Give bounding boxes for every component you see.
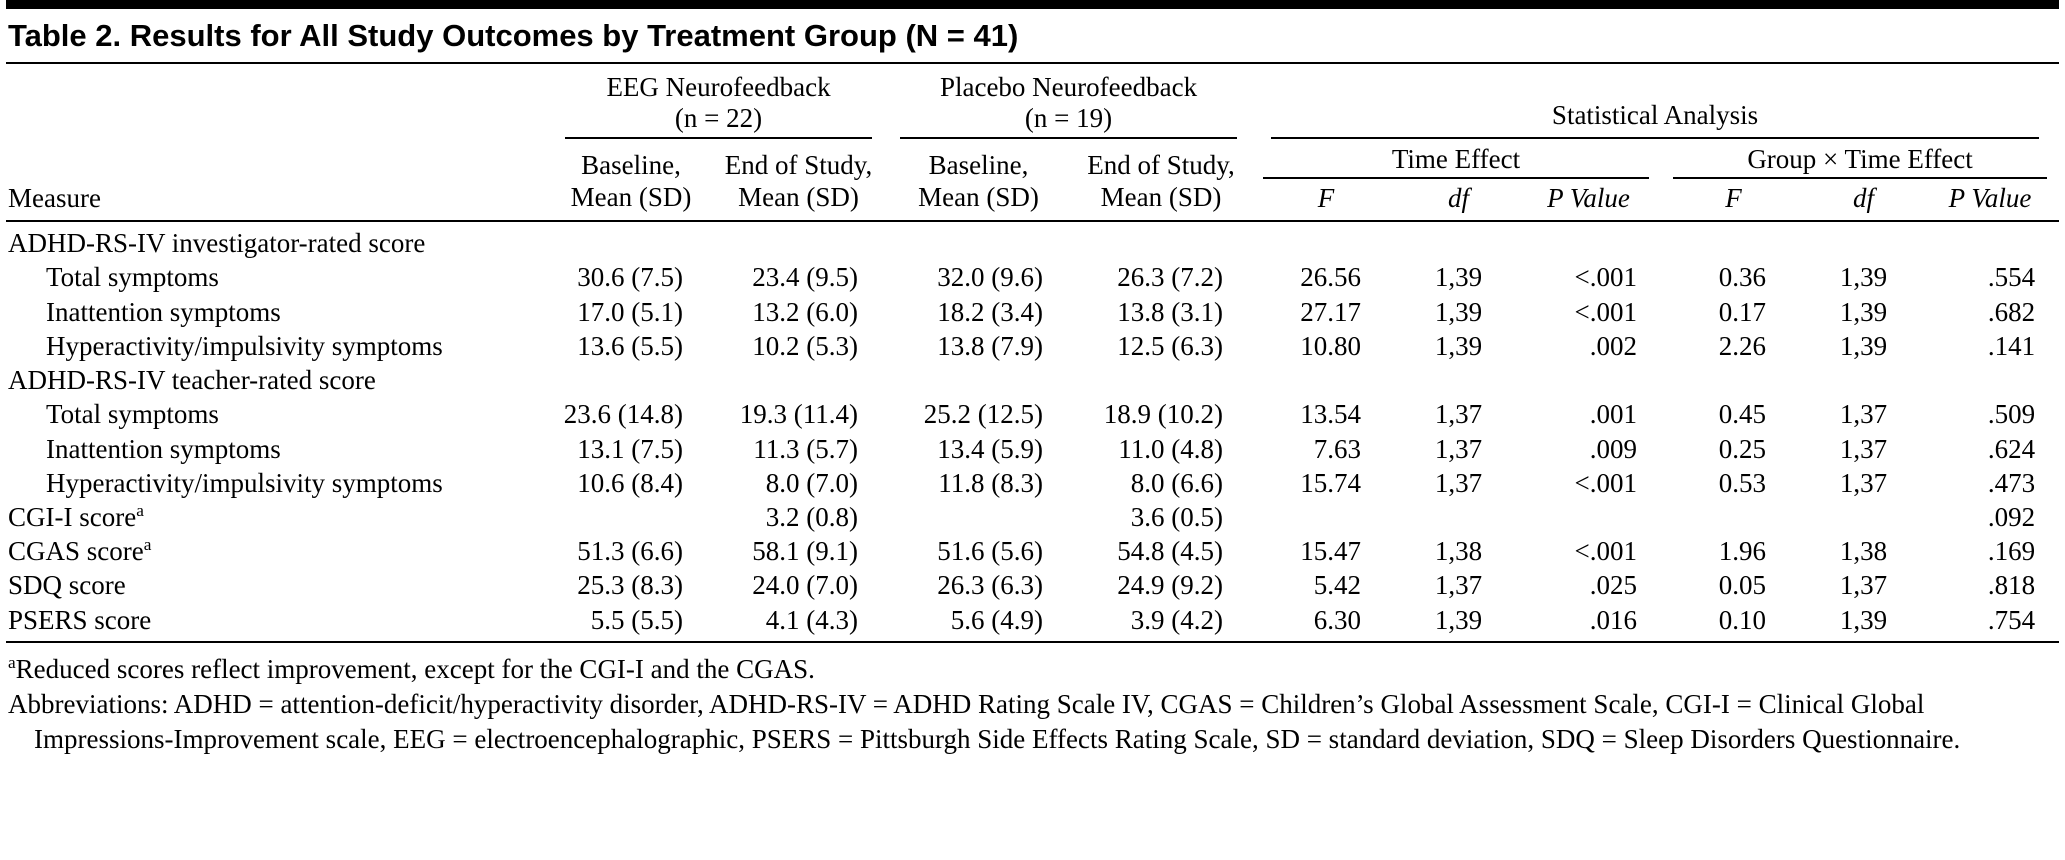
value-cell: 0.45 (1718, 399, 1767, 430)
column-header-df-time: df (1401, 179, 1516, 221)
value-cell: .818 (1987, 570, 2036, 601)
value-cell: 1,37 (1434, 570, 1483, 601)
value-cell: 0.25 (1718, 433, 1767, 464)
value-cell: 8.0 (6.6) (1130, 467, 1224, 498)
measure-cell: Total symptoms (46, 399, 219, 430)
value-cell: 10.80 (1300, 330, 1362, 361)
results-table (6, 66, 2059, 643)
value-cell: 0.53 (1718, 467, 1767, 498)
value-cell: 30.6 (7.5) (577, 262, 683, 293)
measure-cell: Inattention symptoms (46, 433, 281, 464)
end-header-line1: End of Study, (724, 150, 873, 181)
value-cell: <.001 (1574, 296, 1638, 327)
value-cell: 1,39 (1806, 603, 1921, 642)
value-cell: 1.96 (1718, 536, 1767, 567)
end-header-line2: Mean (SD) (1100, 182, 1222, 213)
column-header-f-time: F (1251, 179, 1401, 221)
group-time-effect-label: Group × Time Effect (1747, 144, 1973, 175)
value-cell: 18.2 (3.4) (937, 296, 1044, 327)
effect-header-underline (1263, 144, 1649, 179)
value-cell: 13.6 (5.5) (577, 330, 683, 361)
data-row (6, 466, 2059, 500)
value-cell: 1,39 (1839, 262, 1888, 293)
column-header-baseline-eeg (551, 139, 711, 221)
table-header (6, 66, 2059, 221)
value-cell (1401, 500, 1516, 534)
time-effect-label: Time Effect (1391, 144, 1521, 175)
value-cell (711, 221, 886, 260)
value-cell: .009 (1589, 433, 1638, 464)
value-cell (1921, 221, 2059, 260)
value-cell (1661, 221, 1806, 260)
value-cell: 1,37 (1839, 467, 1888, 498)
footnote-marker: a (143, 535, 152, 555)
value-cell: 11.8 (8.3) (938, 467, 1044, 498)
value-cell (1516, 221, 1661, 260)
value-cell: 7.63 (1313, 433, 1362, 464)
group-n-eeg: (n = 22) (674, 103, 763, 134)
value-cell (551, 221, 711, 260)
value-cell: 19.3 (11.4) (739, 399, 859, 430)
column-header-end-of-study-eeg (711, 139, 886, 221)
value-cell: 1,39 (1434, 296, 1483, 327)
group-header-underline (565, 72, 872, 139)
column-group-placebo-neurofeedback (886, 66, 1251, 139)
section-row (6, 363, 2059, 397)
value-cell: 54.8 (4.5) (1117, 536, 1224, 567)
value-cell (886, 221, 1071, 260)
footnotes (6, 643, 2059, 757)
value-cell: .682 (1987, 296, 2036, 327)
value-cell: 1,39 (1839, 330, 1888, 361)
value-cell: 8.0 (7.0) (765, 467, 859, 498)
data-row (6, 568, 2059, 602)
value-cell: .092 (1987, 502, 2036, 533)
group-n-placebo: (n = 19) (1024, 103, 1113, 134)
value-cell: .473 (1987, 467, 2036, 498)
value-cell: .001 (1589, 399, 1638, 430)
value-cell (1921, 363, 2059, 397)
top-rule (6, 0, 2059, 9)
measure-cell: PSERS score (6, 603, 551, 642)
value-cell: 26.3 (6.3) (937, 570, 1044, 601)
value-cell: 24.0 (7.0) (752, 570, 859, 601)
column-group-time-effect (1251, 139, 1661, 179)
measure-cell: ADHD-RS-IV investigator-rated score (8, 228, 426, 259)
value-cell (1071, 363, 1251, 397)
value-cell: 26.56 (1300, 262, 1362, 293)
value-cell: 13.2 (6.0) (752, 296, 859, 327)
value-cell: 51.6 (5.6) (937, 536, 1044, 567)
value-cell (1806, 221, 1921, 260)
value-cell: 27.17 (1300, 296, 1362, 327)
value-cell: 32.0 (9.6) (937, 262, 1044, 293)
value-cell (1251, 500, 1401, 534)
value-cell: 58.1 (9.1) (752, 536, 859, 567)
baseline-header-line1: Baseline, (581, 150, 681, 181)
measure-cell: CGAS score$^a$ (8, 535, 152, 567)
value-cell: 3.2 (0.8) (765, 502, 859, 533)
value-cell: 12.5 (6.3) (1117, 330, 1224, 361)
column-header-end-of-study-placebo (1071, 139, 1251, 221)
value-cell: 1,37 (1839, 570, 1888, 601)
value-cell: 10.2 (5.3) (752, 330, 859, 361)
value-cell: 0.05 (1718, 570, 1767, 601)
value-cell: 0.17 (1718, 296, 1767, 327)
value-cell (551, 500, 711, 534)
data-row (6, 260, 2059, 294)
effect-header-underline (1673, 144, 2047, 179)
column-header-p-group-time: P Value (1921, 179, 2059, 221)
value-cell: 1,38 (1839, 536, 1888, 567)
data-row (6, 603, 2059, 642)
value-cell: .016 (1516, 603, 1661, 642)
value-cell (1661, 500, 1806, 534)
value-cell: 5.42 (1313, 570, 1362, 601)
value-cell: .141 (1987, 330, 2036, 361)
measure-cell: CGI-I score$^a$ (8, 501, 144, 533)
column-group-eeg-neurofeedback (551, 66, 886, 139)
value-cell: 0.36 (1718, 262, 1767, 293)
value-cell: 11.3 (5.7) (753, 433, 859, 464)
value-cell: .002 (1589, 330, 1638, 361)
column-group-statistical-analysis (1251, 66, 2059, 139)
measure-cell: Hyperactivity/impulsivity symptoms (46, 467, 443, 498)
value-cell: 1,37 (1434, 399, 1483, 430)
value-cell: 5.5 (5.5) (551, 603, 711, 642)
value-cell: 1,39 (1434, 262, 1483, 293)
value-cell (1806, 363, 1921, 397)
group-header-underline (1271, 100, 2039, 139)
value-cell (551, 363, 711, 397)
value-cell: 13.8 (7.9) (937, 330, 1044, 361)
data-row (6, 500, 2059, 534)
value-cell (886, 363, 1071, 397)
value-cell: .509 (1987, 399, 2036, 430)
value-cell: 3.6 (0.5) (1130, 502, 1224, 533)
value-cell: .025 (1589, 570, 1638, 601)
value-cell: 2.26 (1718, 330, 1767, 361)
footnote-a-marker: a (8, 652, 16, 672)
table-title: Table 2. Results for All Study Outcomes by Treatment Group (N = 41) (8, 18, 1019, 53)
value-cell: 4.1 (4.3) (711, 603, 886, 642)
data-row (6, 295, 2059, 329)
value-cell (1516, 363, 1661, 397)
value-cell: 1,39 (1401, 603, 1516, 642)
measure-cell: SDQ score (8, 570, 126, 601)
value-cell: 10.6 (8.4) (577, 467, 683, 498)
measure-cell: ADHD-RS-IV teacher-rated score (8, 365, 376, 396)
value-cell: 11.0 (4.8) (1118, 433, 1224, 464)
value-cell (886, 500, 1071, 534)
section-row (6, 221, 2059, 260)
value-cell: 13.8 (3.1) (1117, 296, 1224, 327)
group-label-eeg: EEG Neurofeedback (606, 72, 831, 102)
column-header-baseline-placebo (886, 139, 1071, 221)
value-cell: 17.0 (5.1) (577, 296, 683, 327)
data-row (6, 397, 2059, 431)
value-cell: .754 (1921, 603, 2059, 642)
column-header-p-time: P Value (1516, 179, 1661, 221)
measure-cell: Hyperactivity/impulsivity symptoms (46, 330, 443, 361)
footnote-marker: a (136, 501, 144, 521)
column-header-f-group-time: F (1661, 179, 1806, 221)
value-cell: 23.6 (14.8) (563, 399, 683, 430)
data-row (6, 432, 2059, 466)
value-cell: 5.6 (4.9) (886, 603, 1071, 642)
value-cell (1401, 363, 1516, 397)
value-cell: 26.3 (7.2) (1117, 262, 1224, 293)
value-cell: 0.10 (1661, 603, 1806, 642)
value-cell: 15.47 (1300, 536, 1362, 567)
value-cell: 23.4 (9.5) (752, 262, 859, 293)
value-cell: 1,39 (1839, 296, 1888, 327)
data-row (6, 534, 2059, 568)
value-cell (1071, 221, 1251, 260)
title-rule (6, 62, 2059, 64)
value-cell: 25.2 (12.5) (923, 399, 1044, 430)
value-cell: 24.9 (9.2) (1117, 570, 1224, 601)
measure-cell: Total symptoms (46, 262, 219, 293)
value-cell: 1,37 (1434, 433, 1483, 464)
group-header-underline (900, 72, 1237, 139)
value-cell (1661, 363, 1806, 397)
value-cell: 25.3 (8.3) (577, 570, 683, 601)
value-cell: <.001 (1574, 467, 1638, 498)
table-body (6, 221, 2059, 642)
data-row (6, 329, 2059, 363)
value-cell (1251, 221, 1401, 260)
value-cell: 13.4 (5.9) (937, 433, 1044, 464)
value-cell: 18.9 (10.2) (1103, 399, 1224, 430)
value-cell (1516, 500, 1661, 534)
value-cell: .554 (1987, 262, 2036, 293)
column-group-group-time-effect (1661, 139, 2059, 179)
value-cell: 51.3 (6.6) (577, 536, 683, 567)
value-cell (1806, 500, 1921, 534)
value-cell: 13.1 (7.5) (577, 433, 683, 464)
footnote-a-text: Reduced scores reflect improvement, except for the CGI-I and the CGAS. (15, 653, 815, 684)
value-cell: 3.9 (4.2) (1071, 603, 1251, 642)
end-header-line2: Mean (SD) (738, 182, 859, 213)
value-cell: .624 (1987, 433, 2036, 464)
group-label-placebo: Placebo Neurofeedback (939, 72, 1198, 102)
value-cell: 1,38 (1434, 536, 1483, 567)
group-label-statistical-analysis: Statistical Analysis (1551, 100, 1759, 131)
value-cell: 6.30 (1251, 603, 1401, 642)
value-cell: 13.54 (1300, 399, 1362, 430)
value-cell: 1,39 (1434, 330, 1483, 361)
value-cell: .169 (1987, 536, 2036, 567)
measure-cell: Inattention symptoms (46, 296, 281, 327)
value-cell: 1,37 (1434, 467, 1483, 498)
baseline-header-line2: Mean (SD) (570, 182, 692, 213)
value-cell (1251, 363, 1401, 397)
value-cell: <.001 (1574, 262, 1638, 293)
value-cell: <.001 (1574, 536, 1638, 567)
value-cell (711, 363, 886, 397)
group-header-row (6, 66, 2059, 139)
column-header-measure: Measure (6, 66, 551, 221)
column-header-df-group-time: df (1806, 179, 1921, 221)
footnote-abbreviations: Abbreviations: ADHD = attention-deficit/hyperactivity disorder, ADHD-RS-IV = ADHD Rating Scale IV, CGAS = Children’s Global Assessment Scale, CGI-I = Clinical Global Impressions-Improvement scale, EEG = electroencephalographic, PSERS = Pittsburgh Side Effects Rating Scale, SD = standard deviation, SDQ = Sleep Disorders Questionnaire. (8, 689, 1961, 755)
footnote-a (8, 652, 2057, 687)
end-header-line1: End of Study, (1087, 150, 1235, 181)
value-cell: 15.74 (1300, 467, 1362, 498)
baseline-header-line1: Baseline, (928, 150, 1029, 181)
baseline-header-line2: Mean (SD) (918, 182, 1039, 213)
value-cell (1401, 221, 1516, 260)
value-cell: 1,37 (1839, 433, 1888, 464)
value-cell: 1,37 (1839, 399, 1888, 430)
